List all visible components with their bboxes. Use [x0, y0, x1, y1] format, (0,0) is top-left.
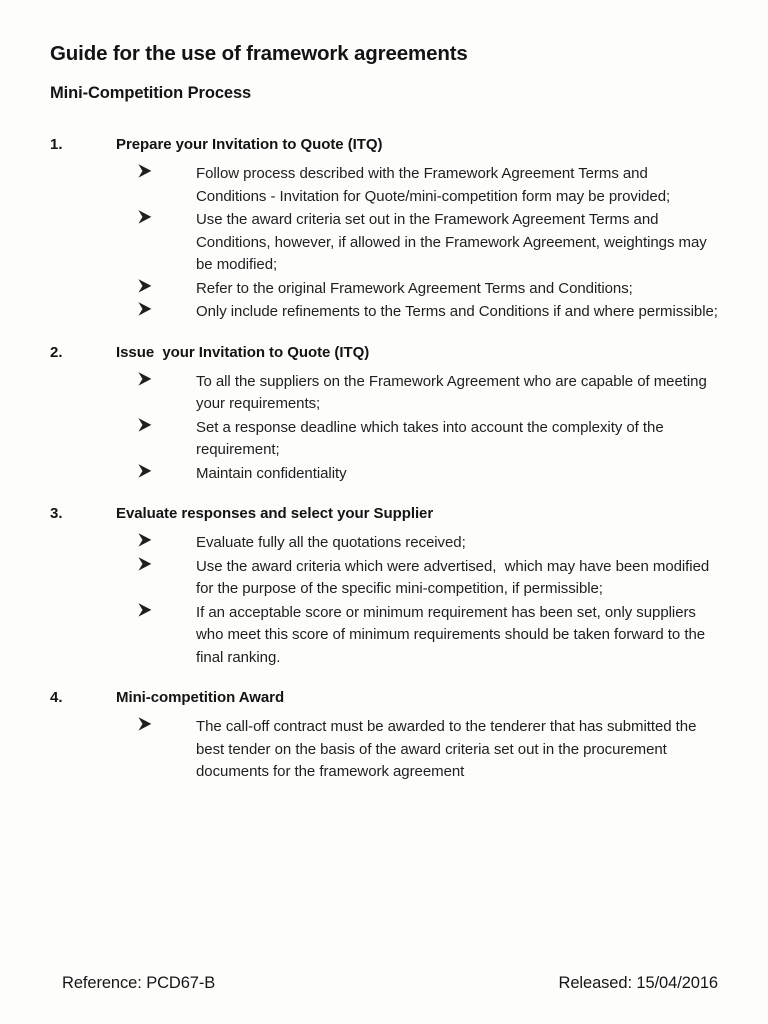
page-title: Guide for the use of framework agreements [50, 42, 468, 65]
bullet-item [0, 463, 768, 486]
section-bullet-list [0, 371, 768, 486]
section-number: 1. [50, 136, 63, 153]
bullet-text: Use the award criteria which were advertised, which may have been modified for the purpose of the specific mini-competition, if permissible; [196, 557, 714, 597]
section-title: Evaluate responses and select your Supplier [116, 505, 434, 522]
arrowhead-bullet-icon [138, 533, 154, 553]
section-heading [0, 689, 768, 711]
arrowhead-bullet-icon [138, 418, 154, 438]
section-title: Issue your Invitation to Quote (ITQ) [116, 343, 370, 361]
bullet-item [0, 716, 768, 784]
bullet-text: To all the suppliers on the Framework Agreement who are capable of meeting your requirements; [196, 372, 711, 412]
document-section [0, 689, 768, 784]
arrowhead-bullet-icon [138, 464, 154, 484]
section-number: 2. [50, 343, 63, 361]
document-section [0, 136, 768, 324]
bullet-text: Follow process described with the Framework Agreement Terms and Conditions - Invitation for Quote/mini-competition form may be provided; [196, 165, 671, 205]
bullet-text: The call-off contract must be awarded to the tenderer that has submitted the best tender on the basis of the award criteria set out in the procurement documents for the framework agreement [196, 718, 701, 780]
arrowhead-bullet-icon [138, 603, 154, 623]
bullet-text: Maintain confidentiality [196, 464, 347, 482]
page-subtitle: Mini-Competition Process [50, 84, 252, 102]
bullet-item [0, 602, 768, 670]
arrowhead-bullet-icon [138, 164, 154, 184]
bullet-item [0, 532, 768, 555]
arrowhead-bullet-icon [138, 210, 154, 230]
bullet-text: Use the award criteria set out in the Framework Agreement Terms and Conditions, however, if allowed in the Framework Agreement, weightings may be modified; [196, 211, 711, 273]
section-bullet-list [0, 163, 768, 324]
arrowhead-bullet-icon [138, 717, 154, 737]
bullet-item [0, 556, 768, 601]
bullet-text: Refer to the original Framework Agreement Terms and Conditions; [196, 279, 633, 297]
bullet-item [0, 209, 768, 277]
bullet-text: Set a response deadline which takes into account the complexity of the requirement; [196, 418, 668, 458]
section-heading [0, 505, 768, 527]
arrowhead-bullet-icon [138, 372, 154, 392]
document-body [0, 136, 768, 785]
bullet-item [0, 278, 768, 301]
section-number: 4. [50, 689, 63, 706]
arrowhead-bullet-icon [138, 302, 154, 322]
document-section [0, 344, 768, 486]
section-bullet-list [0, 716, 768, 784]
section-number: 3. [50, 505, 63, 522]
section-heading [0, 136, 768, 158]
arrowhead-bullet-icon [138, 279, 154, 299]
document-section [0, 505, 768, 669]
section-bullet-list [0, 532, 768, 669]
section-title: Mini-competition Award [116, 689, 285, 706]
page-footer [0, 974, 768, 1004]
bullet-item [0, 371, 768, 416]
bullet-text: Evaluate fully all the quotations received; [196, 534, 466, 551]
bullet-text: If an acceptable score or minimum requirement has been set, only suppliers who meet this score of minimum requirements should be taken forward to the final ranking. [196, 603, 710, 666]
footer-released-date: Released: 15/04/2016 [558, 974, 718, 992]
bullet-item [0, 163, 768, 208]
section-title: Prepare your Invitation to Quote (ITQ) [116, 136, 383, 153]
arrowhead-bullet-icon [138, 557, 154, 577]
section-heading [0, 344, 768, 366]
bullet-text: Only include refinements to the Terms and Conditions if and where permissible; [196, 303, 718, 320]
footer-reference: Reference: PCD67-B [62, 974, 216, 992]
bullet-item [0, 301, 768, 324]
bullet-item [0, 417, 768, 462]
